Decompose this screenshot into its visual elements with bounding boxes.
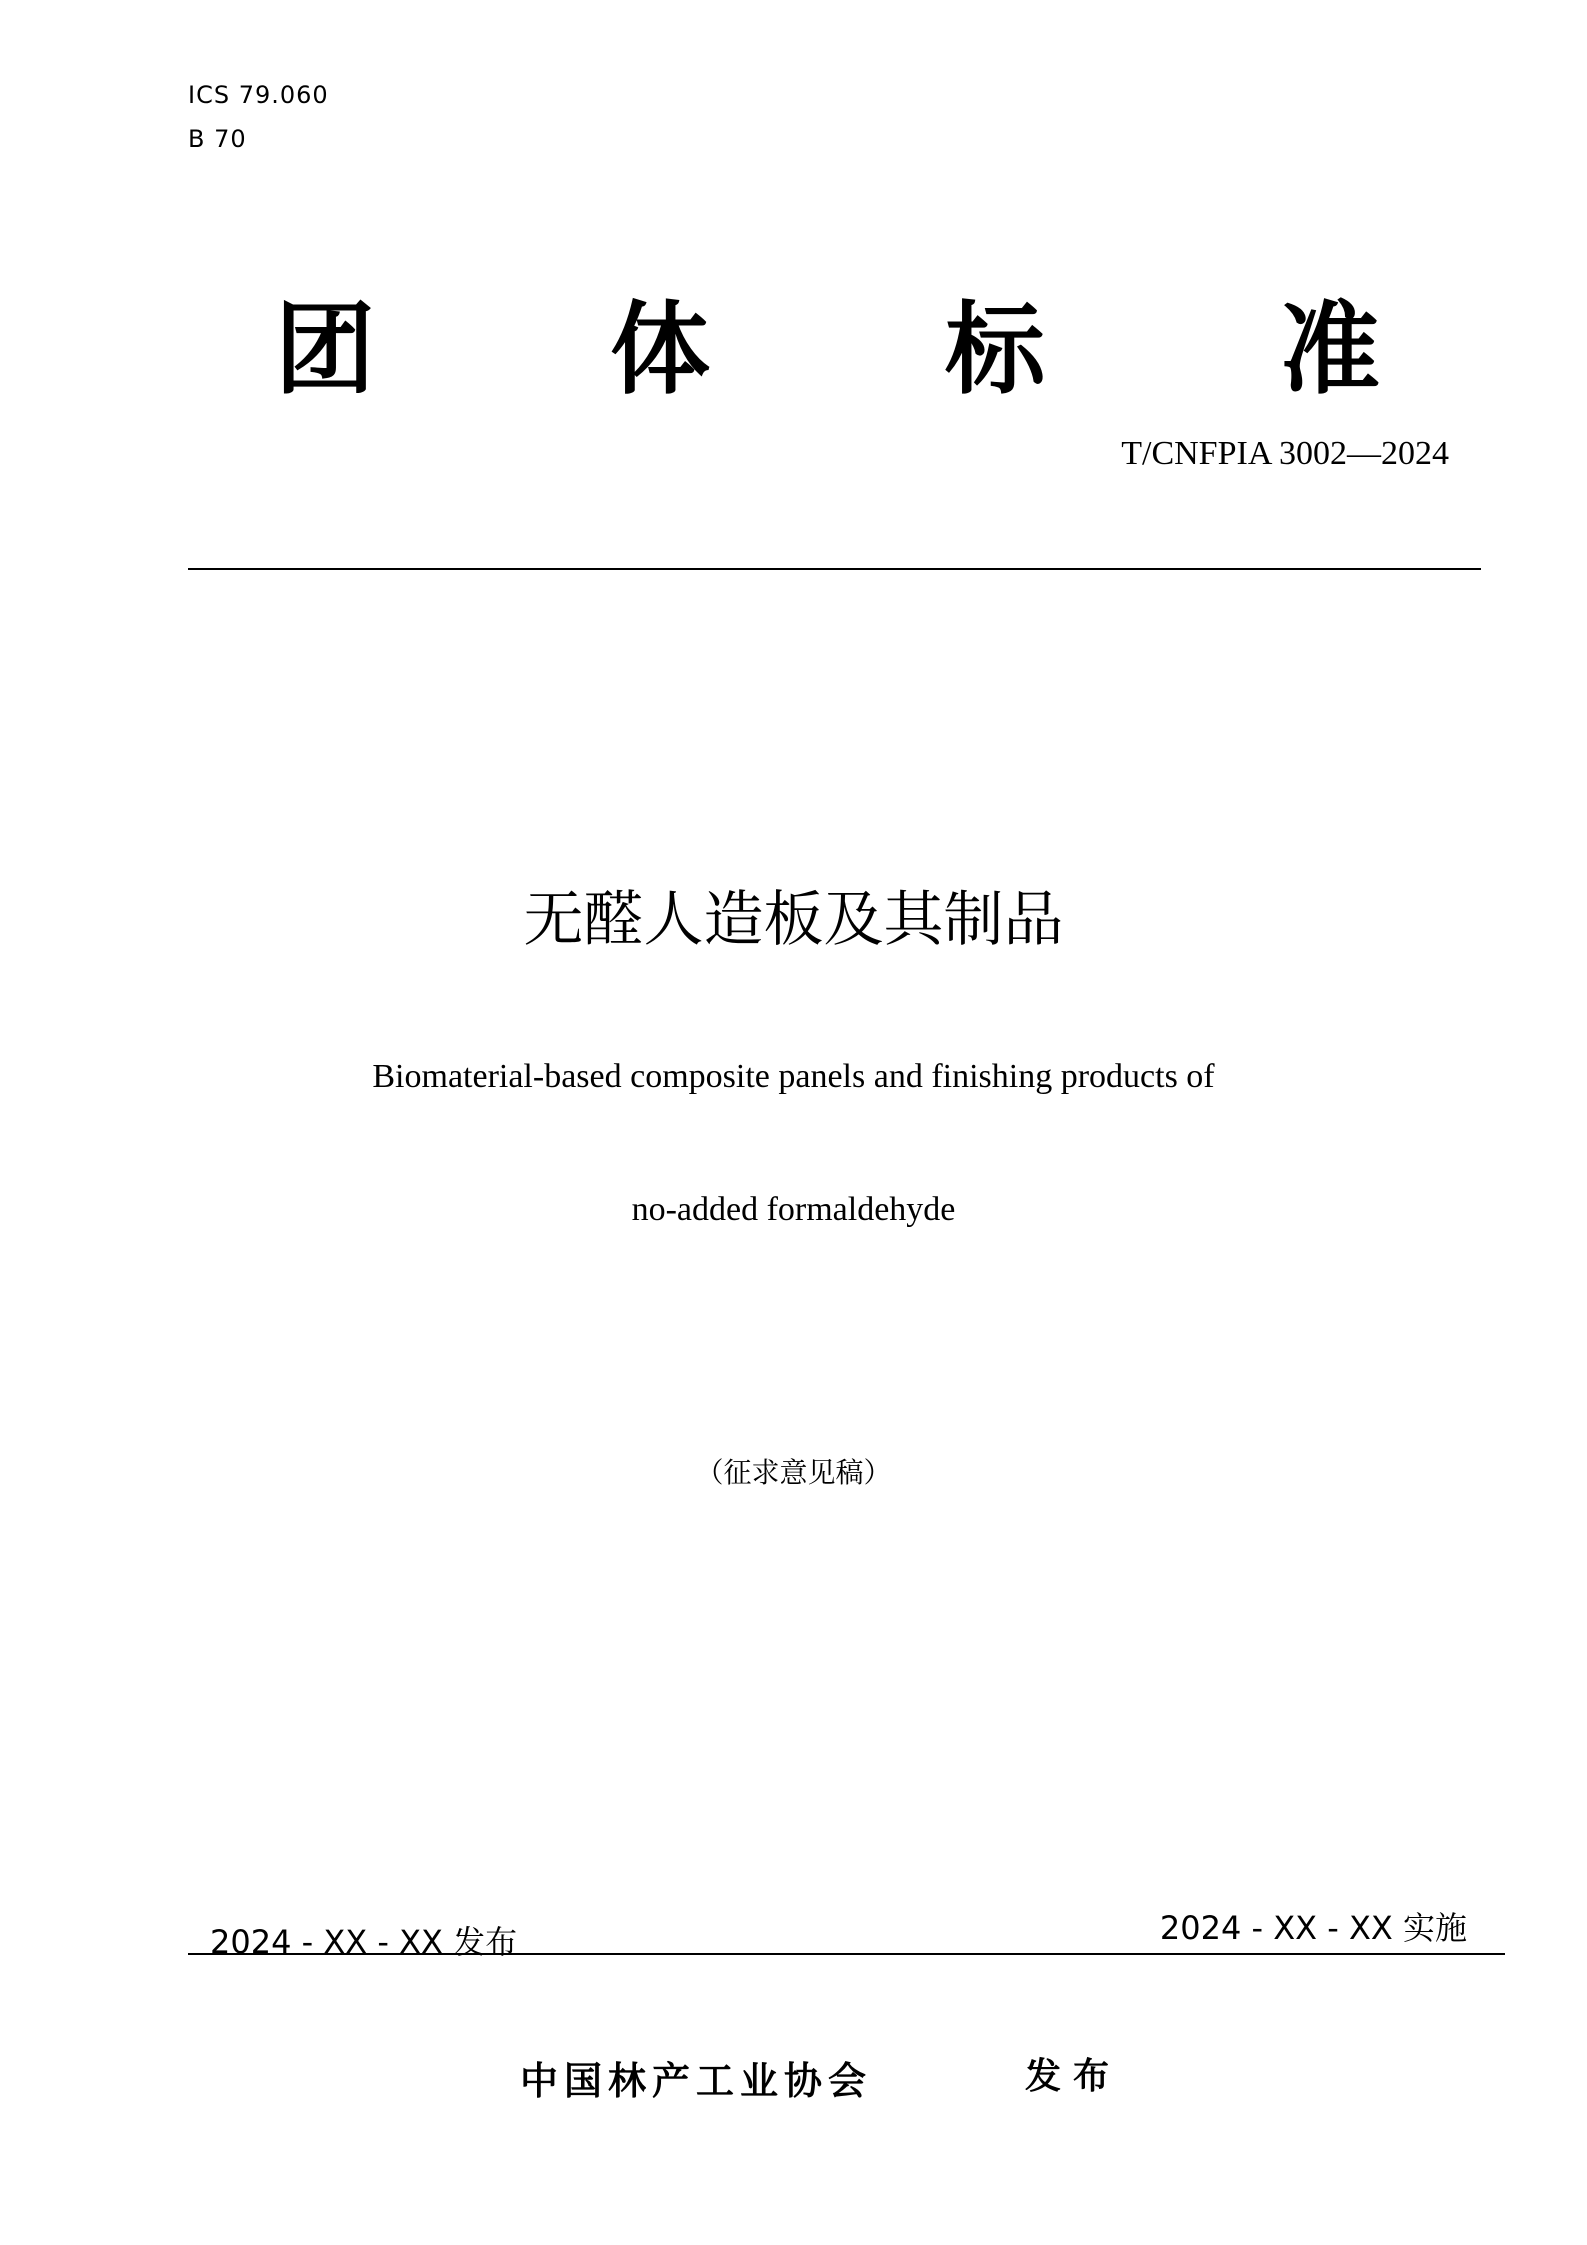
ics-code: ICS 79.060 [188,81,329,109]
standard-type-char: 准 [1280,291,1380,408]
implementation-date: 2024 - XX - XX 实施 [1159,1909,1467,1947]
standard-type-char: 标 [945,291,1045,408]
ccs-code: B 70 [188,125,247,153]
standard-type-char: 体 [610,291,710,408]
publishing-organization: 中国林产工业协会 [520,2059,873,2103]
publish-label: 发布 [1025,2056,1122,2097]
header-divider [188,568,1481,570]
document-title-chinese: 无醛人造板及其制品 [523,885,1064,955]
footer-divider [188,1953,1505,1955]
standard-type-heading [270,290,1380,410]
standard-type-char: 团 [275,291,375,408]
document-title-english-line2: no-added formaldehyde [631,1191,956,1228]
document-title-english-line1: Biomaterial-based composite panels and finishing products of [372,1058,1215,1095]
issue-date: 2024 - XX - XX 发布 [210,1923,518,1961]
standard-number: T/CNFPIA 3002—2024 [1121,435,1449,472]
draft-status-note: （征求意见稿） [695,1456,892,1489]
